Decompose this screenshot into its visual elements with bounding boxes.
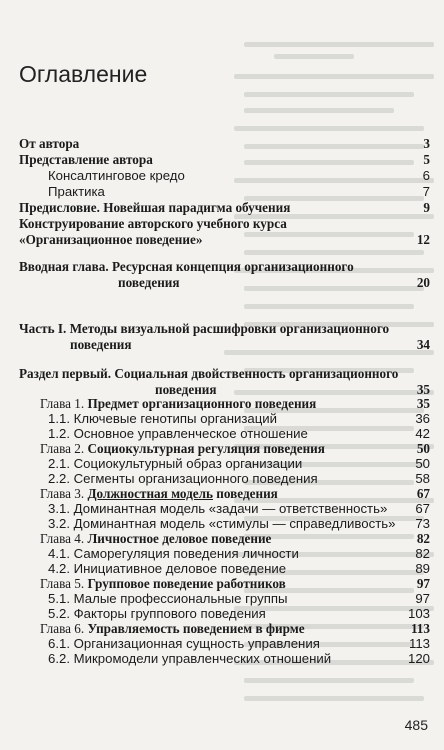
- toc-entry-page: 3: [423, 136, 430, 151]
- toc-entry-page: 67: [415, 501, 430, 516]
- toc-entry-page: 50: [415, 456, 430, 471]
- toc-entry-text: От автора: [19, 136, 80, 151]
- toc-entry-page: 5: [423, 152, 430, 167]
- toc-entry-text: 2.2. Сегменты организационного поведения: [48, 471, 318, 486]
- toc-entry-page: 103: [407, 606, 430, 621]
- toc-entry-page: 35: [416, 396, 430, 411]
- toc-entry-text: 6.2. Микромодели управленческих отношений: [48, 651, 332, 666]
- toc-entry-text: Групповое поведение работников: [87, 576, 286, 591]
- toc-entry-page: 113: [410, 621, 430, 636]
- toc-entry-text: 3.1. Доминантная модель «задачи — ответственность»: [48, 501, 388, 516]
- toc-entry-page: 50: [416, 441, 430, 456]
- toc-entry-text: поведения: [70, 337, 132, 352]
- toc-entry-text-tail: поведения: [213, 486, 278, 501]
- toc-entry-text: 5.2. Факторы группового поведения: [48, 606, 266, 621]
- toc-entry-text: 1.1. Ключевые генотипы организаций: [48, 411, 278, 426]
- chapter-prefix: Глава 4.: [40, 531, 88, 546]
- chapter-prefix: Глава 3.: [40, 486, 88, 501]
- toc-entry-page: 67: [416, 486, 430, 501]
- page-number: 485: [404, 717, 428, 733]
- toc-entry-text: 3.2. Доминантная модель «стимулы — справедливость»: [48, 516, 396, 531]
- chapter-prefix: Глава 1.: [40, 396, 88, 411]
- toc-entry-text: Должностная модель: [87, 486, 213, 501]
- toc-entry-page: 36: [415, 411, 430, 426]
- chapter-prefix: Глава 5.: [40, 576, 88, 591]
- toc-entry-page: 12: [416, 232, 430, 247]
- toc-entry-text: 5.1. Малые профессиональные группы: [48, 591, 288, 606]
- page-title: Оглавление: [19, 61, 148, 87]
- toc-entry-text: поведения: [155, 382, 217, 397]
- toc-entry-page: 73: [415, 516, 430, 531]
- toc-entry-text: 2.1. Социокультурный образ организации: [48, 456, 303, 471]
- toc-entry-text: Часть I. Методы визуальной расшифровки организационного: [19, 321, 390, 336]
- toc-entry-text: Социокультурная регуляция поведения: [87, 441, 325, 456]
- toc-entry-page: 120: [407, 651, 430, 666]
- toc-entry-page: 58: [415, 471, 430, 486]
- chapter-prefix: Глава 6.: [40, 621, 88, 636]
- toc-entry-page: 89: [415, 561, 430, 576]
- toc-entry-text: 1.2. Основное управленческое отношение: [48, 426, 308, 441]
- toc-entry-text: Вводная глава. Ресурсная концепция организационного: [19, 259, 354, 274]
- toc-entry-text: 4.2. Инициативное деловое поведение: [48, 561, 287, 576]
- toc-entry-text: поведения: [118, 275, 180, 290]
- chapter-prefix: Глава 2.: [40, 441, 88, 456]
- toc-entry-text: «Организационное поведение»: [19, 232, 203, 247]
- toc-entry-text: Управляемость поведением в фирме: [87, 621, 305, 636]
- toc-entry-text: Консалтинговое кредо: [48, 168, 185, 183]
- toc-entry-page: 35: [416, 382, 430, 397]
- toc-entry-page: 97: [415, 591, 430, 606]
- toc-entry-page: 7: [422, 184, 430, 199]
- toc-entry-text: 4.1. Саморегуляция поведения личности: [48, 546, 299, 561]
- toc-entry-text: Предисловие. Новейшая парадигма обучения: [19, 200, 291, 215]
- toc-entry-text: Предмет организационного поведения: [87, 396, 317, 411]
- toc-entry-page: 9: [423, 200, 430, 215]
- toc-entry-page: 20: [416, 275, 430, 290]
- toc-entry-page: 82: [415, 546, 430, 561]
- toc-entry-text: 6.1. Организационная сущность управления: [48, 636, 320, 651]
- toc-entry-page: 6: [422, 168, 430, 183]
- toc-entry-page: 113: [408, 636, 430, 651]
- toc-entry-page: 97: [416, 576, 430, 591]
- toc-entry-page: 82: [416, 531, 430, 546]
- toc-entry-text: Личностное деловое поведение: [87, 531, 272, 546]
- toc-entry-text: Практика: [48, 184, 105, 199]
- toc-entry-page: 42: [415, 426, 430, 441]
- toc-entry-text: Представление автора: [19, 152, 153, 167]
- toc-entry-page: 34: [416, 337, 430, 352]
- toc-entry-text: Раздел первый. Социальная двойственность организационного: [19, 366, 399, 381]
- toc-entry-text: Конструирование авторского учебного курса: [19, 216, 287, 231]
